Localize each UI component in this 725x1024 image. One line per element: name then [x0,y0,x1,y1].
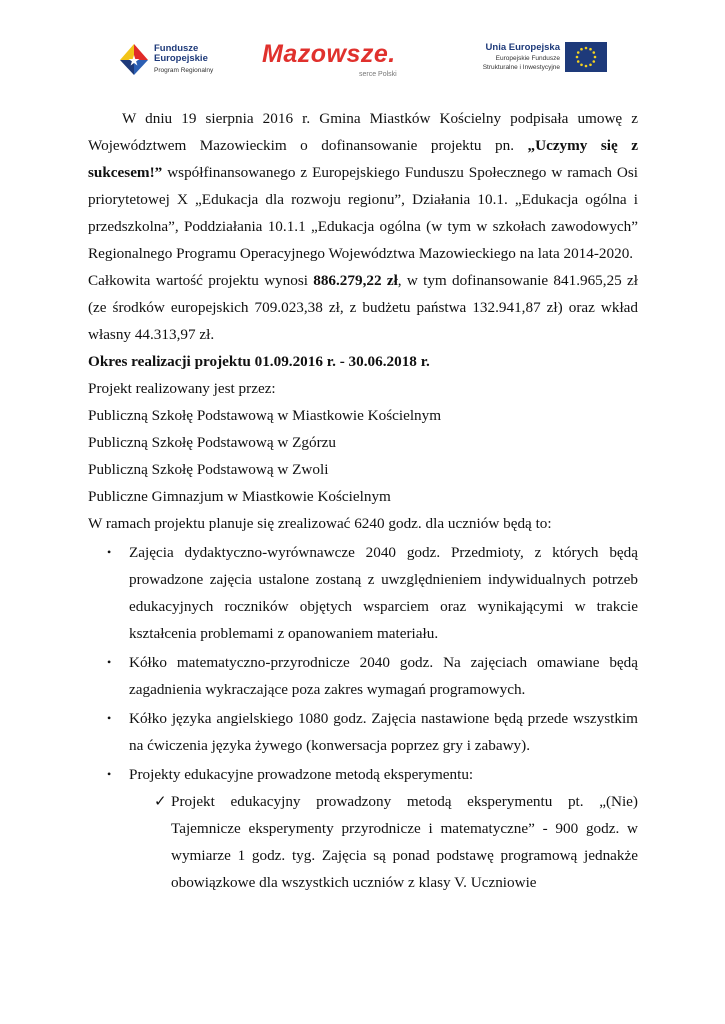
school-item: Publiczną Szkołę Podstawową w Miastkowie Kościelnym [88,407,442,424]
fe-line1: Fundusze [154,43,199,54]
unia-europejska-text [462,42,560,72]
fundusze-europejskie-icon [118,42,150,76]
eu-star [592,60,595,63]
fe-line3: Program Regionalny [154,67,214,74]
document-body [88,105,638,896]
mazowsze-logo [262,40,422,82]
school-item: Publiczną Szkołę Podstawową w Zgórzu [88,434,337,451]
mazowsze-wordmark: Mazowsze. [262,40,396,68]
project-title: „Uczymy się z sukcesem!” [88,137,638,181]
eu-flag-icon [565,42,607,72]
eu-star [585,65,588,68]
sublist-item [88,788,638,896]
eu-star [592,51,595,54]
activities-list [88,539,638,788]
eu-star [577,60,580,63]
realized-by-line: Projekt realizowany jest przez: [88,380,276,397]
bullet-icon: • [107,711,112,725]
value-before: Całkowita wartość projektu wynosi [88,272,314,289]
list-item-text: Projekty edukacyjne prowadzone metodą eksperymentu: [129,766,474,783]
eu-star [580,63,583,66]
eu-star [577,51,580,54]
list-item-text: Kółko matematyczno-przyrodnicze 2040 godz. Na zajęciach omawiane będą zagadnienia wykraczające poza zakres wymagań programowych. [129,654,638,698]
list-item-text: Kółko języka angielskiego 1080 godz. Zajęcia nastawione będą przede wszystkim na ćwiczenia języka żywego (konwersacja poprzez gry i zabawy). [129,710,638,754]
value-after: , w tym dofinansowanie 841.965,25 zł (ze środków europejskich 709.023,38 zł, z budżetu państwa 132.941,87 zł) oraz wkład własny 44.313,97 zł. [88,272,638,343]
bullet-icon: • [107,767,112,781]
unia-europejska-logo [462,42,607,82]
school-item: Publiczne Gimnazjum w Miastkowie Kościelnym [88,488,391,505]
value-paragraph [88,267,638,348]
list-item [88,539,638,647]
eu-star [580,48,583,51]
eu-star [589,48,592,51]
logo-bar [0,36,725,86]
eu-star [585,47,588,50]
sublist-item-text: Projekt edukacyjny prowadzony metodą eksperymentu pt. „(Nie) Tajemnicze eksperymenty przyrodnicze i matematyczne” - 900 godz. w wymiarze 1 godz. tyg. Zajęcia są ponad podstawę programową jednakże obowiązkowe dla wszystkich uczniów z klasy V. Uczniowie [171,793,638,891]
list-item [88,649,638,703]
list-item-text: Zajęcia dydaktyczno-wyrównawcze 2040 godz. Przedmioty, z których będą prowadzone zajęcia ustalone zostaną z uwzględnieniem indywidualnych potrzeb edukacyjnych roczników objętych wsparciem oraz wynikającymi w trakcie kształcenia problemami z opanowaniem materiału. [129,544,638,642]
eu-star [576,56,579,59]
eu-star [589,63,592,66]
ue-line1: Unia Europejska [485,42,560,53]
period-line: Okres realizacji projektu 01.09.2016 r. - 30.06.2018 r. [88,353,430,370]
fe-line2: Europejskie [154,53,208,64]
intro-after: współfinansowanego z Europejskiego Funduszu Społecznego w ramach Osi priorytetowej X „Edukacja dla rozwoju regionu”, Działania 10.1. „Edukacja ogólna i przedszkolna”, Poddziałania 10.1.1 „Edukacja ogólna (w tym w szkołach zawodowych” Regionalnego Programu Operacyjnego Województwa Mazowieckiego na lata 2014-2020. [88,164,638,262]
fundusze-europejskie-logo [118,40,228,82]
list-item [88,705,638,759]
bullet-icon: • [107,545,112,559]
intro-before: W dniu 19 sierpnia 2016 r. Gmina Miastków Kościelny podpisała umowę z Województwem Mazowieckim o dofinansowanie projektu pn. [88,110,638,154]
list-item [88,761,638,788]
ue-line2: Europejskie Fundusze [495,55,560,62]
intro-paragraph [88,105,638,267]
eu-star [594,56,597,59]
ue-line3: Strukturalne i Inwestycyjne [482,64,560,71]
mazowsze-tagline: serce Polski [359,71,397,78]
fundusze-europejskie-text [154,44,213,76]
projects-sublist [88,788,638,896]
plan-line: W ramach projektu planuje się zrealizować 6240 godz. dla uczniów będą to: [88,515,552,532]
checkmark-icon: ✓ [154,793,167,810]
value-amount: 886.279,22 zł [313,272,398,289]
bullet-icon: • [107,655,112,669]
school-item: Publiczną Szkołę Podstawową w Zwoli [88,461,329,478]
